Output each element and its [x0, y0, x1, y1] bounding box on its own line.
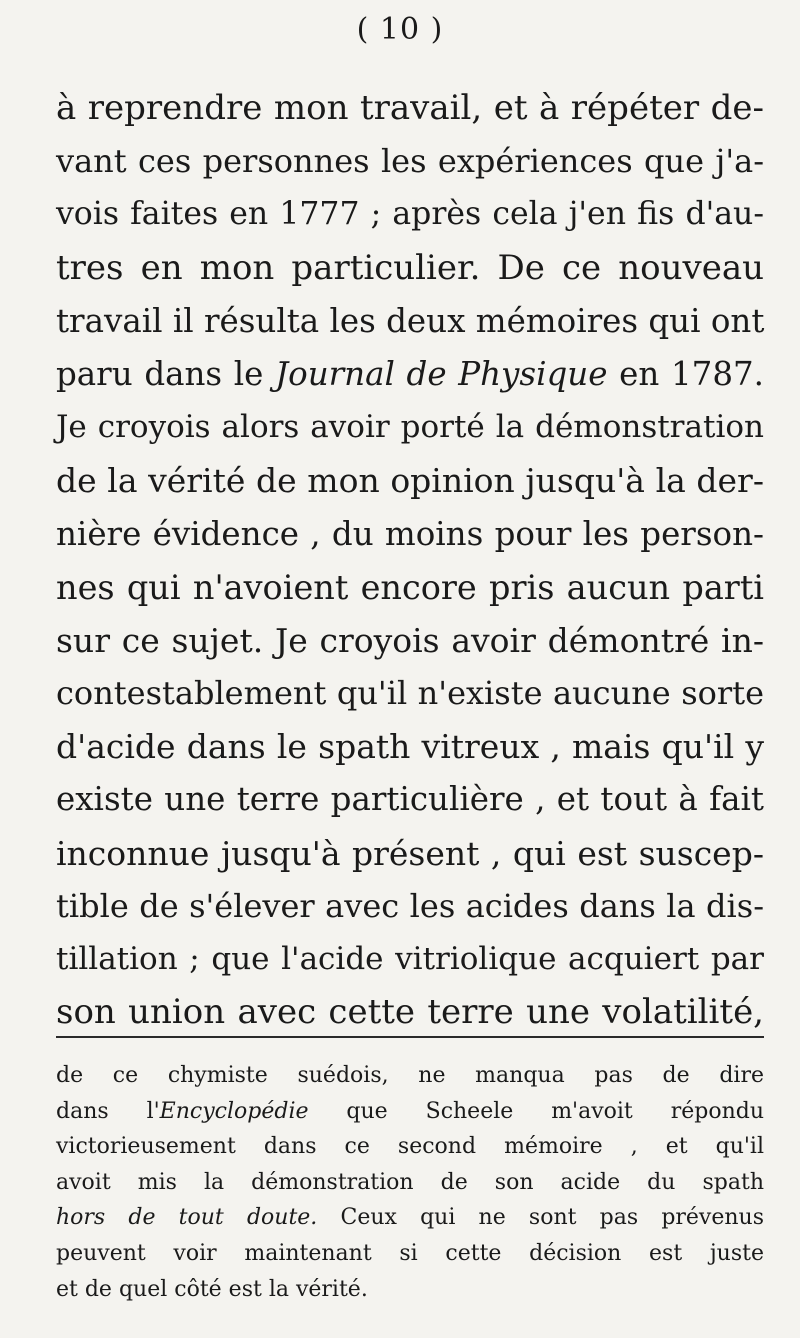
text-line: contestablement qu'il n'existe aucune sorte	[56, 674, 764, 713]
text-line: tillation ; que l'acide vitriolique acquiert par	[56, 941, 764, 977]
text-line: inconnue jusqu'à présent , qui est suscep-	[56, 833, 764, 873]
footnote-line: de ce chymiste suédois, ne manqua pas de dire	[56, 1063, 764, 1088]
text-segment: que Scheele m'avoit répondu	[308, 1098, 764, 1124]
footnote	[56, 1058, 764, 1307]
footnote-line: peuvent voir maintenant si cette décision est juste	[56, 1240, 764, 1266]
footnote-line: avoit mis la démonstration de son acide du spath	[56, 1169, 764, 1195]
text-line: travail il résulta les deux mémoires qui ont	[56, 301, 765, 340]
text-line: nière évidence , du moins pour les person-	[56, 514, 764, 553]
text-segment: en 1787.	[607, 354, 765, 393]
text-line: tres en mon particulier. De ce nouveau	[56, 247, 764, 288]
text-line: existe une terre particulière , et tout à fait	[56, 780, 764, 819]
journal-title: Journal de Physique	[275, 354, 608, 393]
footnote-line	[56, 1094, 764, 1130]
text-segment: dans l'	[56, 1098, 160, 1124]
footnote-line: et de quel côté est la vérité.	[56, 1276, 368, 1302]
footnote-line: victorieusement dans ce second mémoire , et qu'il	[56, 1134, 764, 1160]
italic-phrase: hors de tout doute.	[56, 1205, 318, 1231]
text-line: à reprendre mon travail, et à répéter de-	[56, 88, 764, 128]
page-number: ( 10 )	[356, 12, 444, 47]
text-line: vois faites en 1777 ; après cela j'en fis d'au-	[56, 196, 764, 233]
text-line	[56, 348, 764, 401]
encyclopedie-title: Encyclopédie	[159, 1098, 309, 1124]
text-line: de la vérité de mon opinion jusqu'à la der-	[56, 461, 764, 501]
text-line: Je croyois alors avoir porté la démonstration	[56, 409, 764, 446]
footnote-line	[56, 1200, 764, 1236]
text-line: nes qui n'avoient encore pris aucun parti	[56, 567, 764, 607]
text-line: tible de s'élever avec les acides dans la dis-	[56, 886, 764, 925]
body-text	[56, 82, 764, 1039]
text-line: sur ce sujet. Je croyois avoir démontré in-	[56, 620, 764, 660]
text-segment: paru dans le	[56, 354, 276, 393]
text-line: son union avec cette terre une volatilité,	[56, 992, 764, 1033]
footnote-divider	[56, 1036, 764, 1038]
text-line: vant ces personnes les expériences que j'a-	[56, 142, 764, 181]
text-segment: Ceux qui ne sont pas prévenus	[317, 1205, 765, 1231]
text-line: d'acide dans le spath vitreux , mais qu'il y	[56, 727, 764, 767]
